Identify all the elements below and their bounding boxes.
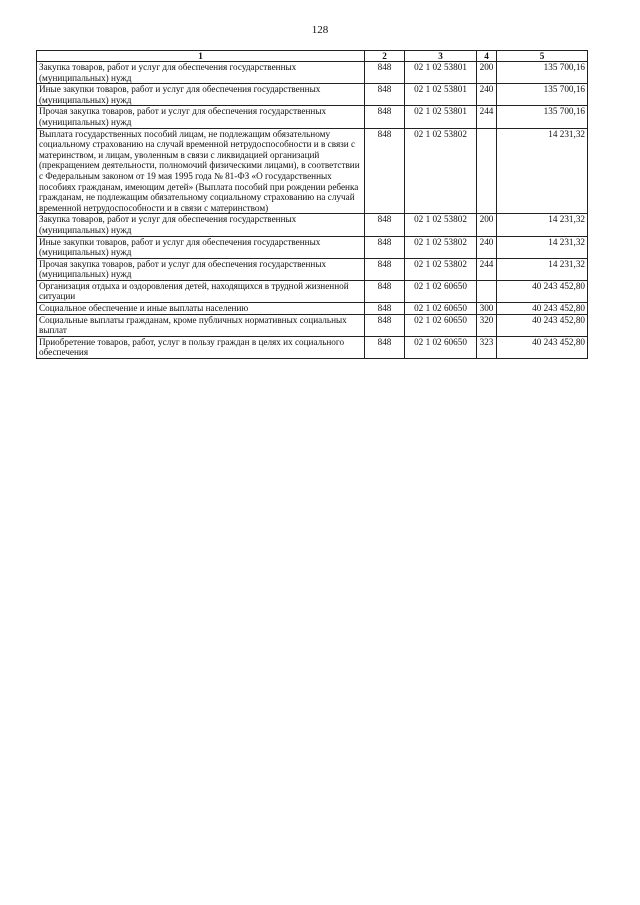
row-expense-type: 244: [477, 106, 497, 128]
row-amount: 135 700,16: [497, 106, 588, 128]
header-row: [37, 51, 588, 62]
row-admin-code: 848: [365, 106, 405, 128]
row-target-code: 02 1 02 53802: [405, 128, 477, 214]
column-header-3: 3: [405, 51, 477, 62]
row-expense-type: 200: [477, 62, 497, 84]
row-target-code: 02 1 02 60650: [405, 303, 477, 315]
row-amount: 14 231,32: [497, 258, 588, 280]
row-amount: 14 231,32: [497, 214, 588, 236]
column-header-4: 4: [477, 51, 497, 62]
row-admin-code: 848: [365, 314, 405, 336]
column-header-1: 1: [37, 51, 365, 62]
row-name: Прочая закупка товаров, работ и услуг для обеспечения государственных (муниципальных) нужд: [37, 106, 365, 128]
row-name: Социальные выплаты гражданам, кроме публичных нормативных социальных выплат: [37, 314, 365, 336]
row-target-code: 02 1 02 60650: [405, 336, 477, 358]
table-row: [37, 214, 588, 236]
row-expense-type: 320: [477, 314, 497, 336]
table-row: [37, 336, 588, 358]
column-header-5: 5: [497, 51, 588, 62]
budget-table: [36, 50, 588, 359]
row-expense-type: 244: [477, 258, 497, 280]
row-expense-type: 200: [477, 214, 497, 236]
row-target-code: 02 1 02 60650: [405, 280, 477, 302]
row-expense-type: [477, 128, 497, 214]
row-amount: 135 700,16: [497, 84, 588, 106]
row-admin-code: 848: [365, 128, 405, 214]
table-row: [37, 303, 588, 315]
row-name: Прочая закупка товаров, работ и услуг для обеспечения государственных (муниципальных) нужд: [37, 258, 365, 280]
table-row: [37, 84, 588, 106]
row-target-code: 02 1 02 53801: [405, 84, 477, 106]
row-target-code: 02 1 02 53802: [405, 214, 477, 236]
row-name: Выплата государственных пособий лицам, не подлежащим обязательному социальному страхованию на случай временной нетрудоспособности и в связи с материнством, и лицам, уволенным в связи с ликвидацией организаций (прекращением деятельности, полномочий физическими лицами), в соответствии с Федеральным законом от 19 мая 1995 года № 81-ФЗ «О государственных пособиях гражданам, имеющим детей» (Выплата пособий при рождении ребенка гражданам, не подлежащим обязательному социальному страхованию на случай временной нетрудоспособности и в связи с материнством): [37, 128, 365, 214]
row-expense-type: [477, 280, 497, 302]
row-amount: 40 243 452,80: [497, 303, 588, 315]
row-expense-type: 323: [477, 336, 497, 358]
row-amount: 40 243 452,80: [497, 314, 588, 336]
table-row: [37, 62, 588, 84]
table-row: [37, 314, 588, 336]
row-expense-type: 240: [477, 84, 497, 106]
table-row: [37, 128, 588, 214]
row-expense-type: 240: [477, 236, 497, 258]
row-admin-code: 848: [365, 336, 405, 358]
row-admin-code: 848: [365, 280, 405, 302]
row-amount: 14 231,32: [497, 128, 588, 214]
row-admin-code: 848: [365, 258, 405, 280]
row-admin-code: 848: [365, 303, 405, 315]
row-admin-code: 848: [365, 236, 405, 258]
column-header-2: 2: [365, 51, 405, 62]
table-row: [37, 236, 588, 258]
row-admin-code: 848: [365, 214, 405, 236]
table-header: [37, 51, 588, 62]
row-target-code: 02 1 02 53801: [405, 106, 477, 128]
table-row: [37, 258, 588, 280]
row-amount: 14 231,32: [497, 236, 588, 258]
row-target-code: 02 1 02 53802: [405, 258, 477, 280]
row-target-code: 02 1 02 53802: [405, 236, 477, 258]
table-body: [37, 62, 588, 359]
table-row: [37, 280, 588, 302]
row-target-code: 02 1 02 53801: [405, 62, 477, 84]
page-number: 128: [311, 24, 329, 36]
row-admin-code: 848: [365, 84, 405, 106]
row-amount: 40 243 452,80: [497, 336, 588, 358]
row-name: Закупка товаров, работ и услуг для обеспечения государственных (муниципальных) нужд: [37, 62, 365, 84]
row-name: Приобретение товаров, работ, услуг в пользу граждан в целях их социального обеспечения: [37, 336, 365, 358]
row-expense-type: 300: [477, 303, 497, 315]
row-name: Организация отдыха и оздоровления детей, находящихся в трудной жизненной ситуации: [37, 280, 365, 302]
row-amount: 40 243 452,80: [497, 280, 588, 302]
table-row: [37, 106, 588, 128]
row-name: Закупка товаров, работ и услуг для обеспечения государственных (муниципальных) нужд: [37, 214, 365, 236]
row-name: Иные закупки товаров, работ и услуг для обеспечения государственных (муниципальных) нужд: [37, 84, 365, 106]
row-name: Иные закупки товаров, работ и услуг для обеспечения государственных (муниципальных) нужд: [37, 236, 365, 258]
row-target-code: 02 1 02 60650: [405, 314, 477, 336]
row-amount: 135 700,16: [497, 62, 588, 84]
row-admin-code: 848: [365, 62, 405, 84]
row-name: Социальное обеспечение и иные выплаты населению: [37, 303, 365, 315]
